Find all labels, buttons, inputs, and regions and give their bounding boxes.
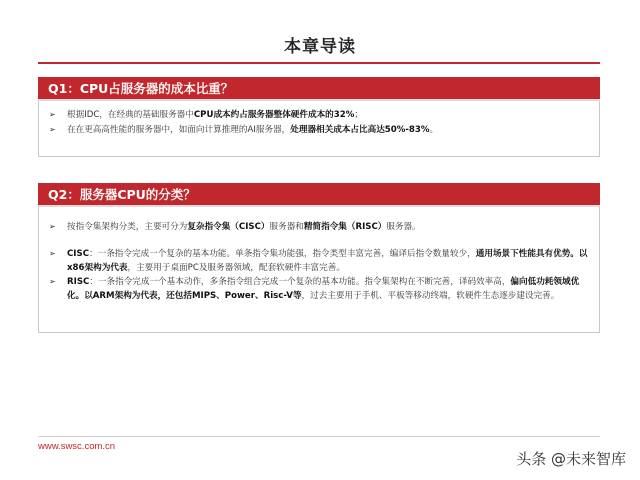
bold-text-segment: 复杂指令集（CISC） — [187, 222, 270, 232]
text-segment: 服务器和 — [269, 222, 304, 232]
bold-text-segment: CPU成本约占服务器整体硬件成本的32% — [193, 110, 355, 120]
q2-item-text — [49, 220, 591, 234]
bold-text-segment: 处理器相关成本占比高达50%-83% — [290, 125, 430, 135]
footer-url: www.swsc.com.cn — [38, 441, 116, 452]
text-segment: ，过去主要用于手机、平板等移动终端，软硬件生态逐步建设完善。 — [301, 291, 560, 301]
footer-divider — [38, 436, 600, 437]
q1-item-text — [49, 123, 591, 137]
q2-item-2 — [49, 247, 591, 275]
text-segment: ：一条指令完成一个复杂的基本功能。单条指令集功能强，指令类型丰富完善，编译后指令数量较少， — [89, 249, 476, 259]
arrow-bullet-icon: ➢ — [49, 277, 56, 286]
text-segment: ，主要用于桌面PC及服务器领域，配套软硬件丰富完善。 — [127, 263, 345, 273]
watermark: 头条 @未来智库 — [516, 450, 626, 468]
bold-text-segment: 偏向低功耗领域优化。以ARM架构为代表，还包括MIPS、Power、Risc-V等 — [67, 277, 580, 301]
text-segment: 服务器。 — [386, 222, 421, 232]
text-segment: ； — [354, 110, 363, 120]
arrow-bullet-icon: ➢ — [49, 110, 56, 119]
text-segment: 在在更高高性能的服务器中，如面向计算推理的AI服务器， — [67, 125, 291, 135]
q2-item-text — [49, 275, 591, 303]
arrow-bullet-icon: ➢ — [49, 249, 56, 258]
bold-text-segment: CISC — [67, 249, 90, 259]
bold-text-segment: RISC — [67, 277, 90, 287]
bold-text-segment: 精简指令集（RISC） — [303, 222, 387, 232]
q2-item-3 — [49, 275, 591, 303]
arrow-bullet-icon: ➢ — [49, 222, 56, 231]
q1-header: Q1：CPU占服务器的成本比重？ — [38, 77, 600, 101]
q1-item-2 — [49, 123, 591, 137]
text-segment: 按指令集架构分类，主要可分为 — [67, 222, 188, 232]
text-segment: 根据IDC，在经典的基础服务器中 — [67, 110, 194, 120]
page-title: 本章导读 — [284, 37, 356, 57]
q1-box — [38, 101, 600, 157]
title-divider — [38, 62, 600, 64]
q1-item-text — [49, 108, 591, 122]
q2-header: Q2：服务器CPU的分类？ — [38, 183, 600, 207]
q2-item-text — [49, 247, 591, 275]
q2-box — [38, 207, 600, 333]
bold-text-segment: 通用场景下性能具有优势。以x86架构为代表 — [67, 249, 588, 273]
text-segment: ：一条指令完成一个基本动作，多条指令组合完成一个复杂的基本功能。指令集架构在不断完善，译码效率高， — [89, 277, 511, 287]
text-segment: 。 — [429, 125, 439, 135]
arrow-bullet-icon: ➢ — [49, 125, 56, 134]
q1-item-1 — [49, 108, 591, 122]
q2-item-1 — [49, 220, 591, 234]
